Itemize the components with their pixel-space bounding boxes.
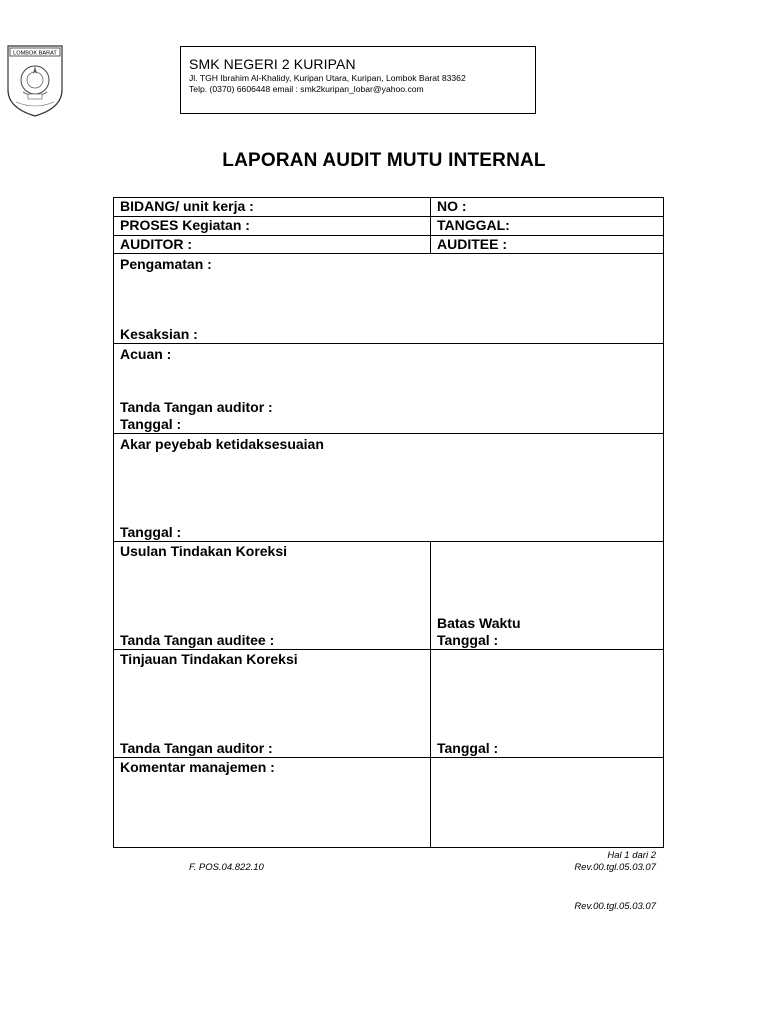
usulan-label: Usulan Tindakan Koreksi: [120, 543, 288, 559]
no-label: NO :: [437, 198, 467, 214]
pengamatan-label: Pengamatan :: [120, 256, 212, 272]
ttd-auditee-label: Tanda Tangan auditee :: [120, 632, 275, 648]
pengamatan-cell[interactable]: [114, 254, 664, 344]
ttd-auditor-2-label: Tanda Tangan auditor :: [120, 740, 273, 756]
no-cell[interactable]: [431, 198, 664, 217]
acuan-cell[interactable]: [114, 344, 664, 434]
ttd-auditor-1-label: Tanda Tangan auditor :: [120, 399, 273, 415]
school-contact: Telp. (0370) 6606448 email : smk2kuripan_lobar@yahoo.com: [189, 84, 424, 94]
revision-1: Rev.00.tgl.05.03.07: [574, 862, 656, 873]
lombok-barat-logo: [6, 44, 64, 118]
tanggal-1-label: Tanggal :: [120, 416, 182, 432]
kesaksian-label: Kesaksian :: [120, 326, 198, 342]
usulan-cell[interactable]: [114, 542, 431, 650]
auditor-cell[interactable]: [114, 236, 431, 254]
akar-label: Akar peyebab ketidaksesuaian: [120, 436, 324, 452]
komentar-label: Komentar manajemen :: [120, 759, 275, 775]
tanggal-4-cell[interactable]: [431, 650, 664, 758]
acuan-label: Acuan :: [120, 346, 172, 362]
batas-waktu-label: Batas Waktu: [437, 615, 521, 631]
auditee-cell[interactable]: [431, 236, 664, 254]
proses-cell[interactable]: [114, 217, 431, 236]
page-title: LAPORAN AUDIT MUTU INTERNAL: [222, 150, 546, 171]
bidang-label: BIDANG/ unit kerja :: [120, 198, 254, 214]
school-address: Jl. TGH Ibrahim Al-Khalidy, Kuripan Utara, Kuripan, Lombok Barat 83362: [189, 73, 466, 83]
revision-2: Rev.00.tgl.05.03.07: [574, 901, 656, 912]
auditor-label: AUDITOR :: [120, 236, 193, 252]
batas-waktu-cell[interactable]: [431, 542, 664, 650]
logo-text: LOMBOK BARAT: [13, 50, 57, 57]
audit-form-table: [113, 197, 664, 848]
tanggal-top-cell[interactable]: [431, 217, 664, 236]
komentar-right-cell[interactable]: [431, 758, 664, 848]
tanggal-2-label: Tanggal :: [120, 524, 182, 540]
proses-label: PROSES Kegiatan :: [120, 217, 250, 233]
tinjauan-label: Tinjauan Tindakan Koreksi: [120, 651, 298, 667]
form-code: F. POS.04.822.10: [189, 862, 264, 873]
akar-cell[interactable]: [114, 434, 664, 542]
tanggal-3-label: Tanggal :: [437, 632, 499, 648]
bidang-cell[interactable]: [114, 198, 431, 217]
school-name: SMK NEGERI 2 KURIPAN: [189, 56, 356, 72]
tinjauan-cell[interactable]: [114, 650, 431, 758]
tanggal-top-label: TANGGAL:: [437, 217, 510, 233]
komentar-cell[interactable]: [114, 758, 431, 848]
tanggal-4-label: Tanggal :: [437, 740, 499, 756]
school-header-box: [180, 46, 536, 114]
auditee-label: AUDITEE :: [437, 236, 507, 252]
page-number: Hal 1 dari 2: [607, 850, 656, 861]
